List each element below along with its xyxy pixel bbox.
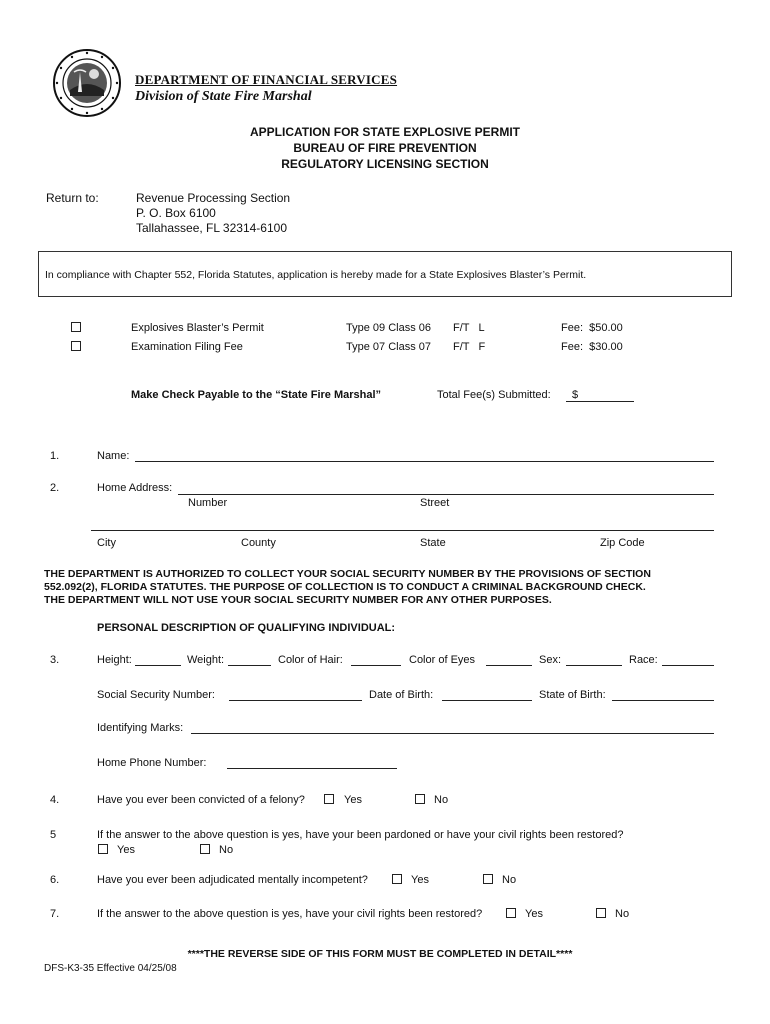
total-fees-label: Total Fee(s) Submitted: <box>437 389 551 401</box>
identifying-marks-label: Identifying Marks: <box>97 722 184 734</box>
address-county-caption: County <box>241 537 276 549</box>
name-field[interactable] <box>135 461 714 462</box>
yes-label: Yes <box>344 794 362 806</box>
yes-label: Yes <box>411 874 429 886</box>
ssn-notice-line1: THE DEPARTMENT IS AUTHORIZED TO COLLECT YOUR SOCIAL SECURITY NUMBER BY THE PROVISIONS OF SECTION <box>44 568 651 580</box>
ssn-notice-line3: THE DEPARTMENT WILL NOT USE YOUR SOCIAL SECURITY NUMBER FOR ANY OTHER PURPOSES. <box>44 594 552 606</box>
ssn-field[interactable] <box>229 700 362 701</box>
exam-filing-fee-checkbox[interactable] <box>71 341 81 351</box>
home-address-field[interactable] <box>178 494 714 495</box>
total-fees-field[interactable] <box>566 401 634 402</box>
state-of-birth-label: State of Birth: <box>539 689 606 701</box>
return-address-line2: P. O. Box 6100 <box>136 206 216 220</box>
florida-state-seal <box>52 48 122 118</box>
fee-item-type: Type 07 Class 07 <box>346 341 431 353</box>
race-label: Race: <box>629 654 658 666</box>
hair-color-label: Color of Hair: <box>278 654 343 666</box>
state-of-birth-field[interactable] <box>612 700 714 701</box>
weight-label: Weight: <box>187 654 225 666</box>
dob-field[interactable] <box>442 700 532 701</box>
address-street-caption: Street <box>420 497 450 509</box>
question-number: 2. <box>50 482 60 494</box>
no-label: No <box>502 874 517 886</box>
identifying-marks-field[interactable] <box>191 733 714 734</box>
incompetent-no-checkbox[interactable] <box>483 874 493 884</box>
weight-field[interactable] <box>228 665 271 666</box>
address-number-caption: Number <box>188 497 228 509</box>
sex-field[interactable] <box>566 665 622 666</box>
check-payable-note: Make Check Payable to the “State Fire Marshal” <box>131 389 382 401</box>
question-number: 6. <box>50 874 60 886</box>
yes-label: Yes <box>117 844 135 856</box>
rights-no-checkbox[interactable] <box>596 908 606 918</box>
section-title: REGULATORY LICENSING SECTION <box>281 157 489 171</box>
city-county-state-field[interactable] <box>91 530 714 531</box>
fee-item-name: Examination Filing Fee <box>131 341 243 353</box>
total-fees-dollar: $ <box>572 389 579 401</box>
height-field[interactable] <box>135 665 181 666</box>
pardon-question: If the answer to the above question is yes, have your been pardoned or have your civil rights been restored? <box>97 829 624 841</box>
eye-color-field[interactable] <box>486 665 532 666</box>
fee-item-amount: Fee: $30.00 <box>561 341 623 353</box>
sex-label: Sex: <box>539 654 562 666</box>
home-phone-label: Home Phone Number: <box>97 757 207 769</box>
felony-no-checkbox[interactable] <box>415 794 425 804</box>
no-label: No <box>219 844 234 856</box>
question-number: 3. <box>50 654 60 666</box>
fee-item-name: Explosives Blaster’s Permit <box>131 322 264 334</box>
question-number: 7. <box>50 908 60 920</box>
ssn-label: Social Security Number: <box>97 689 215 701</box>
form-id: DFS-K3-35 Effective 04/25/08 <box>44 963 177 974</box>
home-address-label: Home Address: <box>97 482 173 494</box>
compliance-text: In compliance with Chapter 552, Florida Statutes, application is hereby made for a State Explosives Blaster’s Permit. <box>45 269 587 281</box>
address-zip-caption: Zip Code <box>600 537 645 549</box>
address-state-caption: State <box>420 537 446 549</box>
felony-yes-checkbox[interactable] <box>324 794 334 804</box>
incompetent-yes-checkbox[interactable] <box>392 874 402 884</box>
form-title: APPLICATION FOR STATE EXPLOSIVE PERMIT <box>249 125 521 139</box>
pardon-yes-checkbox[interactable] <box>98 844 108 854</box>
personal-description-heading: PERSONAL DESCRIPTION OF QUALIFYING INDIVIDUAL: <box>97 622 396 634</box>
bureau-title: BUREAU OF FIRE PREVENTION <box>293 141 477 155</box>
no-label: No <box>434 794 449 806</box>
pardon-no-checkbox[interactable] <box>200 844 210 854</box>
return-to-label: Return to: <box>46 191 99 205</box>
rights-yes-checkbox[interactable] <box>506 908 516 918</box>
name-label: Name: <box>97 450 130 462</box>
rights-restored-question: If the answer to the above question is yes, have your civil rights been restored? <box>97 908 483 920</box>
question-number: 1. <box>50 450 60 462</box>
fee-item-ft: F/T F <box>453 341 486 353</box>
race-field[interactable] <box>662 665 714 666</box>
return-address-line3: Tallahassee, FL 32314-6100 <box>136 221 287 235</box>
eye-color-label: Color of Eyes <box>409 654 476 666</box>
fee-item-ft: F/T L <box>453 322 485 334</box>
home-phone-field[interactable] <box>227 768 397 769</box>
address-city-caption: City <box>97 537 116 549</box>
yes-label: Yes <box>525 908 543 920</box>
department-name: DEPARTMENT OF FINANCIAL SERVICES <box>135 72 398 87</box>
fee-item-type: Type 09 Class 06 <box>346 322 431 334</box>
question-number: 4. <box>50 794 60 806</box>
explosives-permit-checkbox[interactable] <box>71 322 81 332</box>
dob-label: Date of Birth: <box>369 689 434 701</box>
felony-question: Have you ever been convicted of a felony? <box>97 794 305 806</box>
no-label: No <box>615 908 630 920</box>
reverse-side-note: ****THE REVERSE SIDE OF THIS FORM MUST BE COMPLETED IN DETAIL**** <box>187 948 573 960</box>
fee-item-amount: Fee: $50.00 <box>561 322 623 334</box>
division-name: Division of State Fire Marshal <box>135 89 312 104</box>
return-address-line1: Revenue Processing Section <box>136 191 291 205</box>
incompetent-question: Have you ever been adjudicated mentally incompetent? <box>97 874 368 886</box>
question-number: 5 <box>50 829 57 841</box>
hair-color-field[interactable] <box>351 665 401 666</box>
height-label: Height: <box>97 654 132 666</box>
ssn-notice-line2: 552.092(2), FLORIDA STATUTES. THE PURPOSE OF COLLECTION IS TO CONDUCT A CRIMINAL BACKGROUND CHECK. <box>44 581 646 593</box>
